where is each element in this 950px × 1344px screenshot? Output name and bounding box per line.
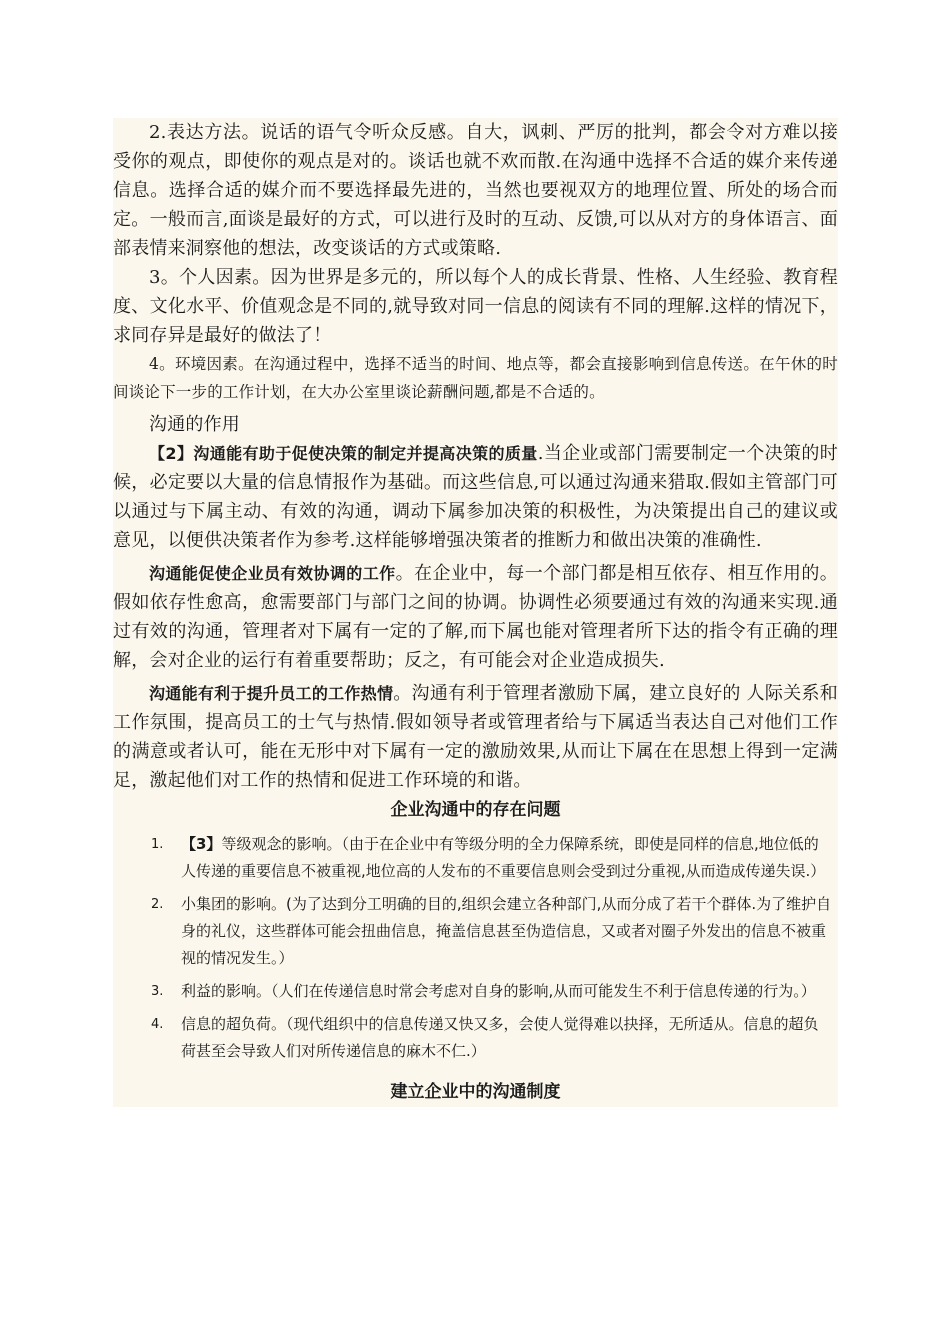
list-body: 等级观念的影响。（由于在企业中有等级分明的全力保障系统，即使是同样的信息,地位低的人传递的重要信息不被重视,地位高的人发布的不重要信息则会受到过分重视,从而造成传递失误.） [181, 835, 826, 880]
paragraph-motivation [113, 675, 838, 795]
list-number: 1. [151, 837, 164, 852]
paragraph-environment-factors: 4。环境因素。在沟通过程中，选择不适当的时间、地点等，都会直接影响到信息传送。在午休的时间谈论下一步的工作计划，在大办公室里谈论薪酬问题,都是不合适的。 [113, 355, 838, 401]
list-item [113, 1011, 838, 1065]
list-number: 3. [151, 984, 164, 999]
paragraph-body: 。在企业中，每一个部门都是相互依存、相互作用的。假如依存性愈高，愈需要部门与部门之间的协调。协调性必须要通过有效的沟通来实现.通过有效的沟通，管理者对下属有一定的了解,而下属也能对管理者所下达的指令有正确的理解，会对企业的运行有着重要帮助；反之，有可能会对企业造成损失. [113, 563, 838, 671]
paragraph-body: .当企业或部门需要制定一个决策的时候，必定要以大量的信息情报作为基础。而这些信息,可以通过沟通来猎取.假如主管部门可以通过与下属主动、有效的沟通，调动下属参加决策的积极性，为决策提出自己的建议或意见，以便供决策者作为参考.这样能够增强决策者的推断力和做出决策的准确性. [113, 443, 838, 551]
paragraph-lead: 沟通能有利于提升员工的工作热情 [149, 684, 394, 703]
list-item [113, 891, 838, 972]
problems-list [113, 825, 838, 1077]
list-text [181, 891, 838, 972]
list-lead: 【3】 [181, 835, 222, 853]
list-text [181, 1011, 838, 1065]
paragraph-expression-method: 2.表达方法。说话的语气令听众反感。自大，讽刺、严厉的批判，都会令对方难以接受你的观点，即使你的观点是对的。谈话也就不欢而散.在沟通中选择不合适的媒介来传递信息。选择合适的媒介而不要选择最先进的，当然也要视双方的地理位置、所处的场合而定。一般而言,面谈是最好的方式，可以进行及时的互动、反馈,可以从对方的身体语言、面部表情来洞察他的想法，改变谈话的方式或策略. [113, 122, 838, 259]
subheading-role-of-communication: 沟通的作用 [149, 414, 240, 435]
list-body: 信息的超负荷。（现代组织中的信息传递又快又多，会使人觉得难以抉择，无所适从。信息的超负荷甚至会导致人们对所传递信息的麻木不仁.） [181, 1015, 819, 1060]
paragraph-decision-making [113, 439, 838, 555]
paragraph-body: 。沟通有利于管理者激励下属，建立良好的 人际关系和工作氛围，提高员工的士气与热情.假如领导者或管理者给与下属适当表达自己对他们工作的满意或者认可，能在无形中对下属有一定的激励效果,从而让下属在在思想上得到一定满足，激起他们对工作的热情和促进工作环境的和谐。 [113, 683, 838, 791]
list-number: 2. [151, 897, 164, 912]
list-body: 利益的影响。（人们在传递信息时常会考虑对自身的影响,从而可能发生不利于信息传递的行为。） [181, 982, 816, 1000]
list-number: 4. [151, 1017, 164, 1032]
document-page [113, 118, 838, 1107]
list-item [113, 831, 838, 885]
list-item [113, 978, 838, 1005]
list-text [181, 831, 838, 885]
heading-communication-system: 建立企业中的沟通制度 [113, 1077, 838, 1107]
heading-existing-problems: 企业沟通中的存在问题 [113, 795, 838, 825]
paragraph-lead: 沟通能促使企业员有效协调的工作 [149, 564, 396, 583]
paragraph-coordination [113, 555, 838, 675]
paragraph-personal-factors: 3。个人因素。因为世界是多元的，所以每个人的成长背景、性格、人生经验、教育程度、文化水平、价值观念是不同的,就导致对同一信息的阅读有不同的理解.这样的情况下，求同存异是最好的做法了！ [113, 267, 838, 346]
list-text [181, 978, 838, 1005]
list-body: 小集团的影响。(为了达到分工明确的目的,组织会建立各种部门,从而分成了若干个群体.为了维护自身的礼仪，这些群体可能会扭曲信息，掩盖信息甚至伪造信息，又或者对圈子外发出的信息不被重视的情况发生。） [181, 895, 832, 967]
section-barriers [113, 118, 838, 795]
paragraph-lead: 【2】沟通能有助于促使决策的制定并提高决策的质量 [149, 444, 538, 463]
